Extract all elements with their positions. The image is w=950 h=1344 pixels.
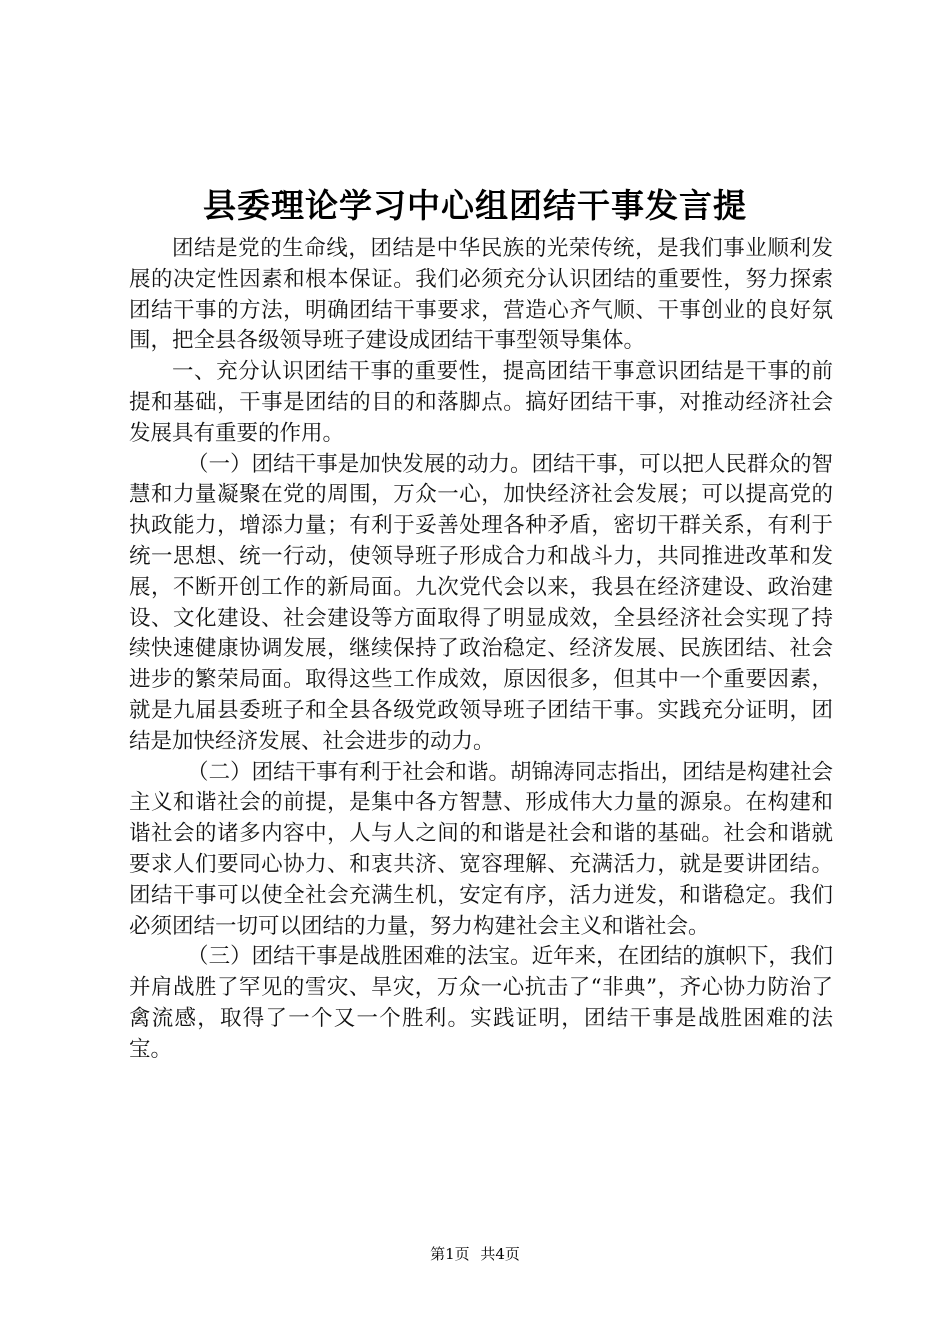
document-body xyxy=(129,234,833,1066)
page-total: 共4页 xyxy=(480,1245,520,1263)
page-footer xyxy=(0,1243,950,1264)
paragraph-subsection-2: （二）团结干事有利于社会和谐。胡锦涛同志指出，团结是构建社会主义和谐社会的前提，是集中各方智慧、形成伟大力量的源泉。在构建和谐社会的诸多内容中，人与人之间的和谐是社会和谐的基础。社会和谐就要求人们要同心协力、和衷共济、宽容理解、充满活力，就是要讲团结。团结干事可以使全社会充满生机，安定有序，活力迸发，和谐稳定。我们必须团结一切可以团结的力量，努力构建社会主义和谐社会。 xyxy=(129,759,833,939)
paragraph-subsection-3: （三）团结干事是战胜困难的法宝。近年来，在团结的旗帜下，我们并肩战胜了罕见的雪灾、旱灾，万众一心抗击了“非典”，齐心协力防治了禽流感，取得了一个又一个胜利。实践证明，团结干事是战胜困难的法宝。 xyxy=(129,944,833,1062)
paragraph-subsection-1: （一）团结干事是加快发展的动力。团结干事，可以把人民群众的智慧和力量凝聚在党的周围，万众一心，加快经济社会发展；可以提高党的执政能力，增添力量；有利于妥善处理各种矛盾，密切干群关系，有利于统一思想、统一行动，使领导班子形成合力和战斗力，共同推进改革和发展，不断开创工作的新局面。九次党代会以来，我县在经济建设、政治建设、文化建设、社会建设等方面取得了明显成效，全县经济社会实现了持续快速健康协调发展，继续保持了政治稳定、经济发展、民族团结、社会进步的繁荣局面。取得这些工作成效，原因很多，但其中一个重要因素，就是九届县委班子和全县各级党政领导班子团结干事。实践充分证明，团结是加快经济发展、社会进步的动力。 xyxy=(129,451,833,754)
document-title: 县委理论学习中心组团结干事发言提 xyxy=(203,186,747,225)
page-number: 第1页 xyxy=(430,1245,470,1263)
paragraph-intro: 团结是党的生命线，团结是中华民族的光荣传统，是我们事业顺利发展的决定性因素和根本保证。我们必须充分认识团结的重要性，努力探索团结干事的方法，明确团结干事要求，营造心齐气顺、干事创业的良好氛围，把全县各级领导班子建设成团结干事型领导集体。 xyxy=(129,236,833,354)
paragraph-section-one: 一、充分认识团结干事的重要性，提高团结干事意识团结是干事的前提和基础，干事是团结的目的和落脚点。搞好团结干事，对推动经济社会发展具有重要的作用。 xyxy=(129,359,833,446)
